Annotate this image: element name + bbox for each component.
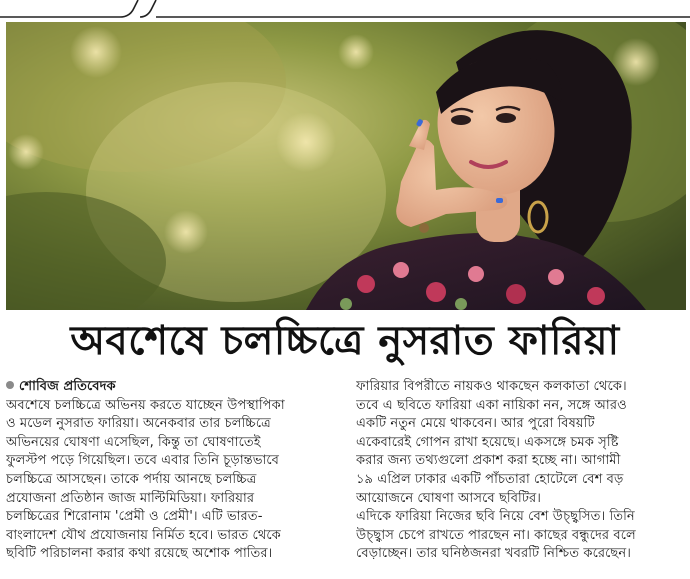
body-line: চলচ্চিত্রের শিরোনাম 'প্রেমী ও প্রেমী'। এটি ভারত- bbox=[6, 509, 263, 525]
byline bbox=[6, 378, 336, 397]
body-line: ফুলস্টপ পড়ে গিয়েছিল। তবে এবার তিনি চূড়ান্তভাবে bbox=[6, 453, 280, 469]
body-line: বাংলাদেশ যৌথ প্রযোজনায় নির্মিত হবে। ভারত থেকে bbox=[6, 527, 281, 543]
article-column-left bbox=[6, 378, 336, 564]
body-line: করার জন্য তথ্যগুলো প্রকাশ করা হচ্ছে না। আগামী bbox=[356, 453, 621, 469]
body-line: প্রযোজনা প্রতিষ্ঠান জাজ মাল্টিমিডিয়া। ফারিয়ার bbox=[6, 490, 255, 506]
body-line: চলচ্চিত্রে আসছেন। তাকে পর্দায় আনছে চলচ্চিত্র bbox=[6, 471, 257, 487]
body-line: তবে এ ছবিতে ফারিয়া একা নায়িকা নন, সঙ্গে আরও bbox=[356, 397, 627, 413]
top-frame-decoration bbox=[0, 0, 690, 18]
body-line: এদিকে ফারিয়া নিজের ছবি নিয়ে বেশ উচ্ছ্বসিত। তিনি bbox=[356, 509, 635, 525]
body-line: উচ্ছ্বাস চেপে রাখতে পারছেন না। কাছের বন্ধুদের বলে bbox=[356, 527, 636, 543]
article-headline: অবশেষে চলচ্চিত্রে নুসরাত ফারিয়া bbox=[70, 317, 620, 364]
body-line: একটি নতুন মেয়ে থাকবেন। আর পুরো বিষয়টি bbox=[356, 416, 595, 432]
body-line: একেবারেই গোপন রাখা হয়েছে। একসঙ্গে চমক সৃষ্টি bbox=[356, 434, 619, 450]
body-line: ছবিটি পরিচালনা করার কথা রয়েছে অশোক পাতির। bbox=[6, 546, 273, 562]
body-line: বেড়াচ্ছেন। তার ঘনিষ্ঠজনরা খবরটি নিশ্চিত করেছেন। bbox=[356, 546, 632, 562]
body-line: অভিনয়ের ঘোষণা এসেছিল, কিন্তু তা ঘোষণাতেই bbox=[6, 434, 261, 450]
portrait-photo-illustration bbox=[6, 22, 686, 310]
body-line: ও মডেল নুসরাত ফারিয়া। অনেকবার তার চলচ্চিত্রে bbox=[6, 416, 271, 432]
body-line: আয়োজনে ঘোষণা আসবে ছবিটির। bbox=[356, 490, 541, 506]
byline-text: শোবিজ প্রতিবেদক bbox=[19, 379, 116, 394]
body-line: অবশেষে চলচ্চিত্রে অভিনয় করতে যাচ্ছেন উপস্থাপিকা bbox=[6, 397, 285, 413]
bullet-icon bbox=[6, 381, 14, 389]
body-line: ফারিয়ার বিপরীতে নায়কও থাকছেন কলকাতা থেকে। bbox=[356, 379, 627, 394]
article-column-right bbox=[356, 378, 684, 564]
body-line: ১৯ এপ্রিল ঢাকার একটি পাঁচতারা হোটেলে বেশ বড় bbox=[356, 471, 624, 487]
article-photo bbox=[6, 22, 686, 310]
